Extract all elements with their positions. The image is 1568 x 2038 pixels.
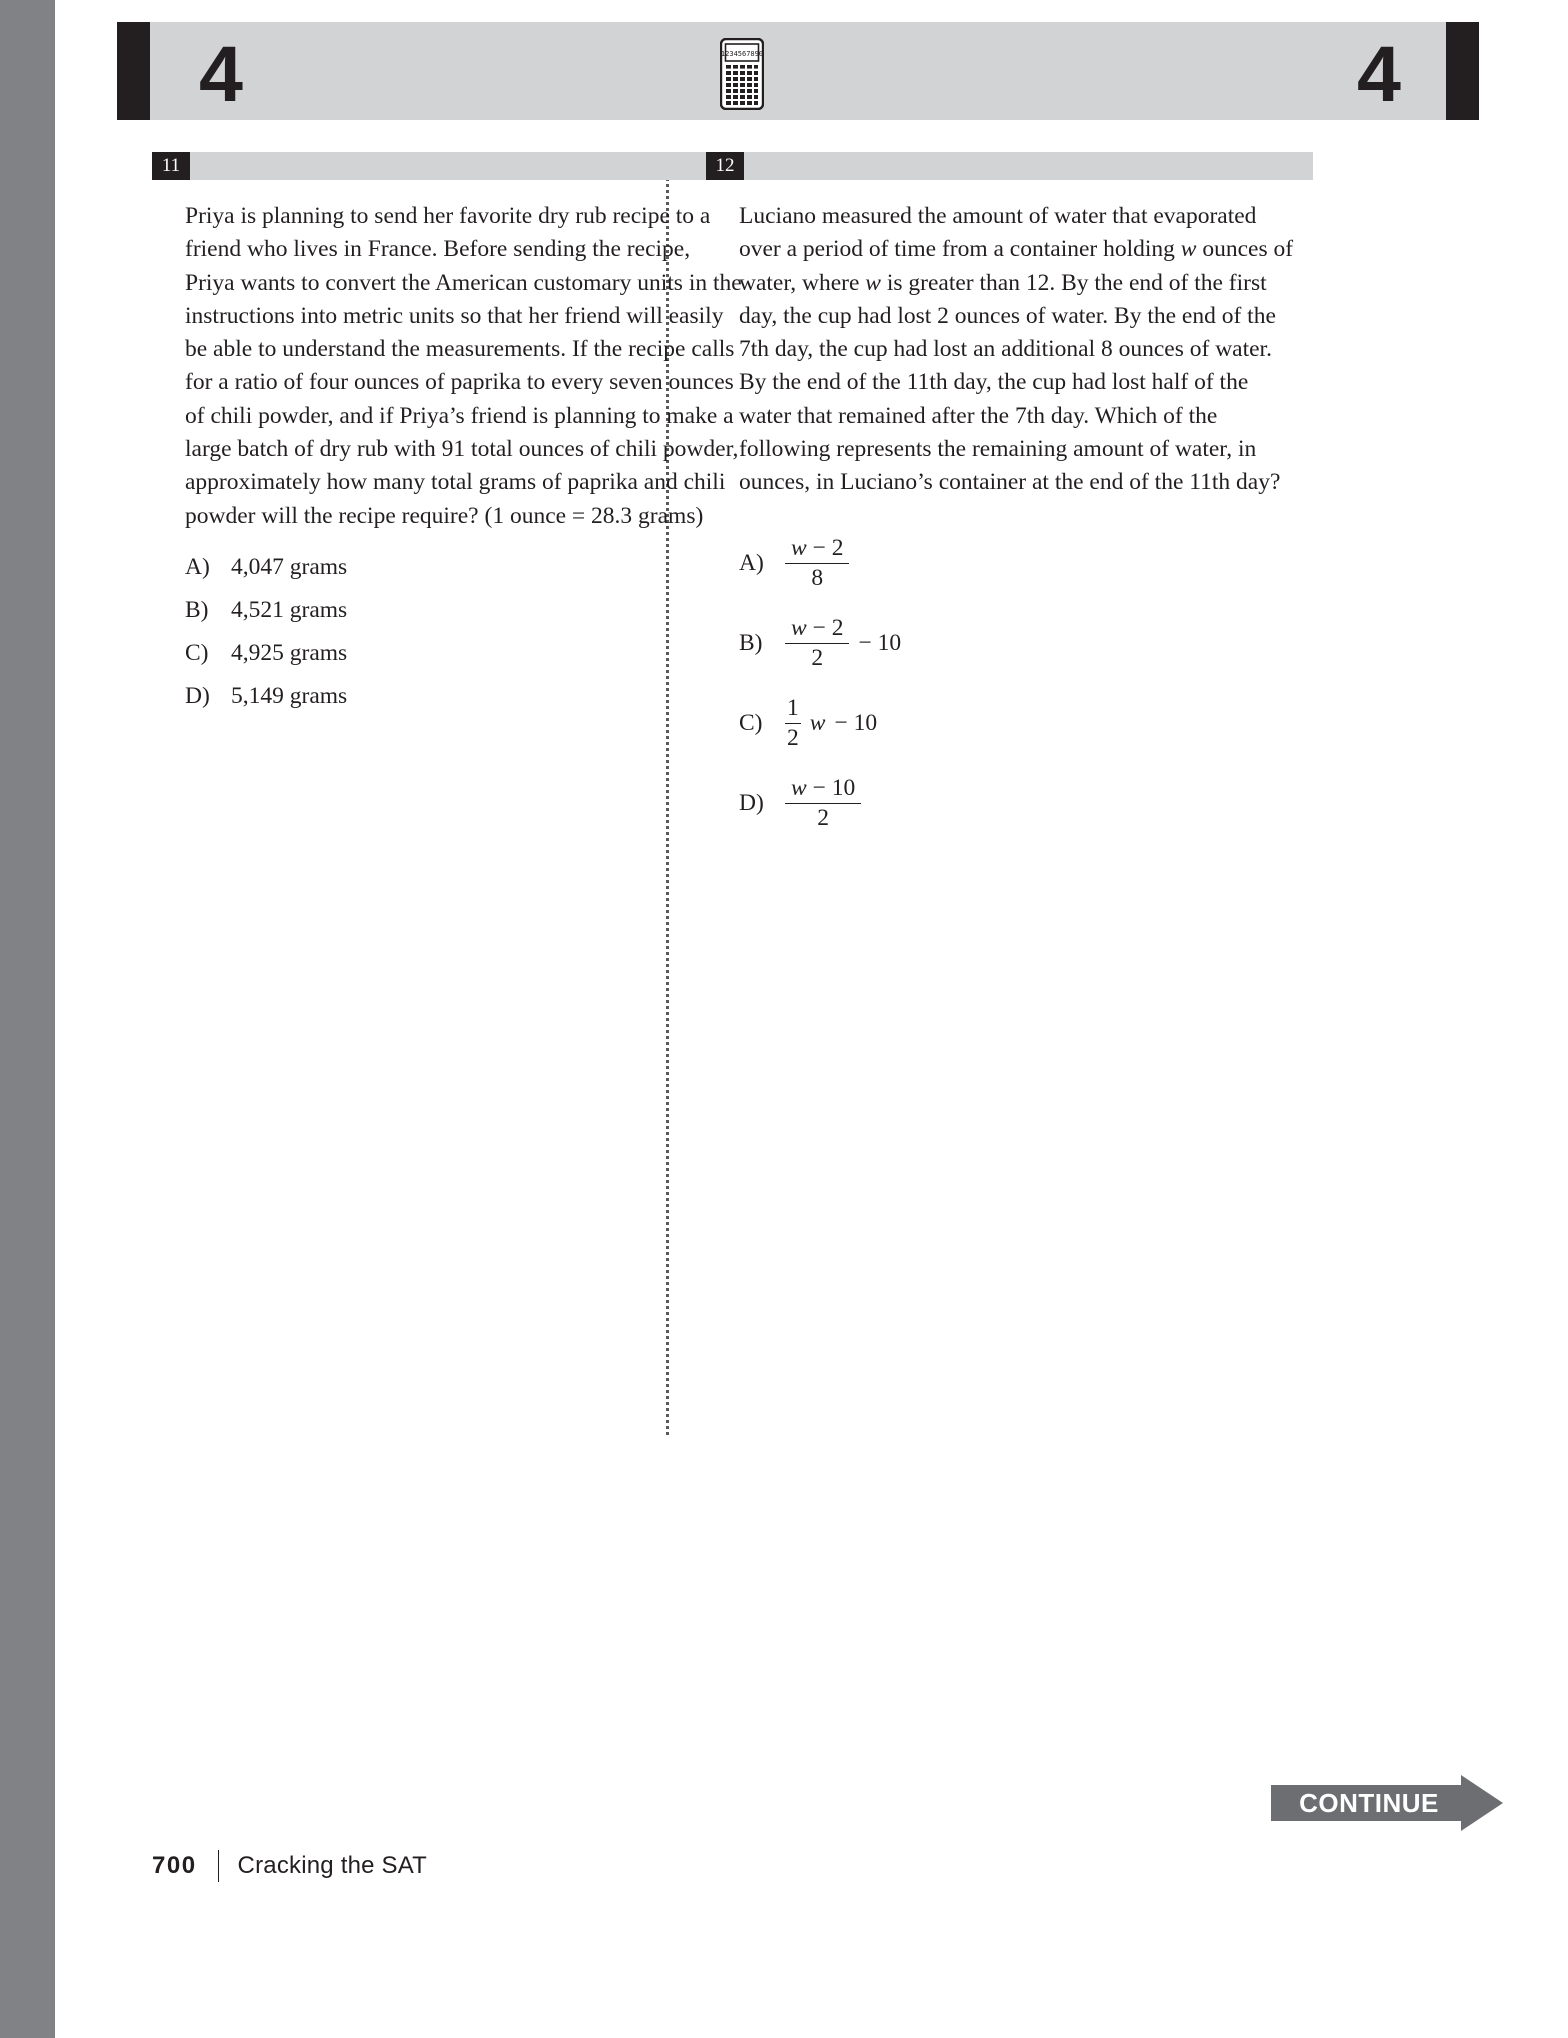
header-band bbox=[150, 22, 1446, 120]
choice-c-letter: C) bbox=[185, 639, 209, 666]
question-11 bbox=[152, 152, 759, 723]
choice-b[interactable] bbox=[185, 594, 759, 627]
question-12-choices bbox=[739, 530, 1313, 838]
choice-a[interactable] bbox=[739, 530, 1313, 598]
choice-d[interactable] bbox=[739, 770, 1313, 838]
numerator-variable: w bbox=[791, 774, 807, 801]
choice-a-letter: A) bbox=[185, 553, 210, 580]
page-edge-strip bbox=[0, 0, 55, 2038]
choice-a[interactable] bbox=[185, 551, 759, 584]
choice-b-text: 4,521 grams bbox=[231, 596, 348, 623]
choice-a-expression bbox=[785, 536, 849, 592]
footer-page-number: 700 bbox=[152, 1852, 197, 1879]
choice-d-letter: D) bbox=[185, 682, 210, 709]
question-12-variable-w-second: w bbox=[865, 269, 881, 296]
question-11-banner bbox=[152, 152, 759, 180]
choice-b-letter: B) bbox=[185, 596, 209, 623]
choice-c[interactable] bbox=[185, 637, 759, 670]
question-12-variable-w-first: w bbox=[1180, 236, 1197, 263]
choice-b-expression bbox=[785, 616, 901, 672]
fraction bbox=[785, 776, 861, 832]
fraction-denominator: 2 bbox=[817, 805, 829, 832]
numerator-rest: − 2 bbox=[806, 534, 844, 561]
section-number-right: 4 bbox=[1357, 29, 1399, 118]
numerator-rest: − 2 bbox=[806, 614, 844, 641]
continue-button[interactable] bbox=[1271, 1775, 1503, 1831]
fraction-denominator: 2 bbox=[811, 645, 824, 672]
question-12-prompt-part2: ounces of water, where bbox=[739, 236, 1294, 296]
expression-tail: − 10 bbox=[834, 710, 878, 737]
section-number-left: 4 bbox=[199, 29, 241, 118]
page-footer bbox=[152, 1850, 427, 1882]
numerator-variable: w bbox=[791, 534, 807, 561]
fraction bbox=[785, 536, 849, 592]
choice-d-text: 5,149 grams bbox=[231, 682, 348, 709]
fraction-numerator bbox=[785, 776, 861, 803]
page-sheet bbox=[55, 0, 1568, 2038]
calculator-icon bbox=[720, 38, 764, 110]
fraction bbox=[785, 616, 849, 672]
header-bar-left bbox=[117, 22, 150, 120]
question-12-prompt bbox=[739, 200, 1299, 500]
question-11-number: 11 bbox=[152, 152, 190, 180]
fraction-numerator bbox=[785, 616, 849, 643]
choice-d[interactable] bbox=[185, 680, 759, 713]
choice-c[interactable] bbox=[739, 690, 1313, 758]
fraction-denominator: 2 bbox=[787, 725, 799, 752]
footer-divider bbox=[218, 1850, 219, 1882]
choice-c-letter: C) bbox=[739, 710, 763, 737]
svg-text:1234567890: 1234567890 bbox=[720, 50, 764, 58]
expression-variable: w bbox=[809, 710, 826, 737]
choice-d-expression bbox=[785, 776, 861, 832]
question-12-number: 12 bbox=[706, 152, 744, 180]
footer-book-title: Cracking the SAT bbox=[237, 1852, 428, 1879]
choice-d-letter: D) bbox=[739, 790, 764, 817]
question-12-prompt-part3: is greater than 12. By the end of the first day, the cup had lost 2 ounces of water. By the end of the 7th day, the cup had lost an additional 8 ounces of water. By the end of the 11th day, the cup had lost half of the water that remained after the 7th day. Which of the following represents the remaining amount of water, in ounces, in Luciano’s container at the end of the 11th day? bbox=[739, 269, 1281, 496]
header-bar-right bbox=[1446, 22, 1479, 120]
section-header bbox=[117, 22, 1479, 120]
fraction bbox=[785, 696, 801, 752]
choice-c-expression bbox=[785, 696, 877, 752]
numerator-variable: w bbox=[791, 614, 807, 641]
question-11-prompt: Priya is planning to send her favorite dry rub recipe to a friend who lives in France. Before sending the recipe, Priya wants to convert the American customary units in the instructions into metric units so that her friend will easily be able to understand the measurements. If the recipe calls for a ratio of four ounces of paprika to every seven ounces of chili powder, and if Priya’s friend is planning to make a large batch of dry rub with 91 total ounces of chili powder, approximately how many total grams of paprika and chili powder will the recipe require? (1 ounce = 28.3 grams) bbox=[185, 203, 742, 529]
question-11-choices bbox=[185, 551, 759, 713]
numerator-rest: − 10 bbox=[806, 774, 856, 801]
choice-a-letter: A) bbox=[739, 550, 764, 577]
choice-b-letter: B) bbox=[739, 630, 763, 657]
question-12-banner bbox=[706, 152, 1313, 180]
choice-c-text: 4,925 grams bbox=[231, 639, 348, 666]
choice-a-text: 4,047 grams bbox=[231, 553, 348, 580]
fraction-numerator: 1 bbox=[787, 694, 799, 721]
expression-tail: − 10 bbox=[858, 630, 902, 657]
fraction-denominator: 8 bbox=[811, 565, 824, 592]
question-12 bbox=[706, 152, 1313, 850]
choice-b[interactable] bbox=[739, 610, 1313, 678]
continue-button-label: CONTINUE bbox=[1299, 1788, 1439, 1818]
fraction-numerator bbox=[785, 536, 849, 563]
question-12-prompt-part1: Luciano measured the amount of water that evaporated over a period of time from a container holding bbox=[739, 203, 1257, 263]
